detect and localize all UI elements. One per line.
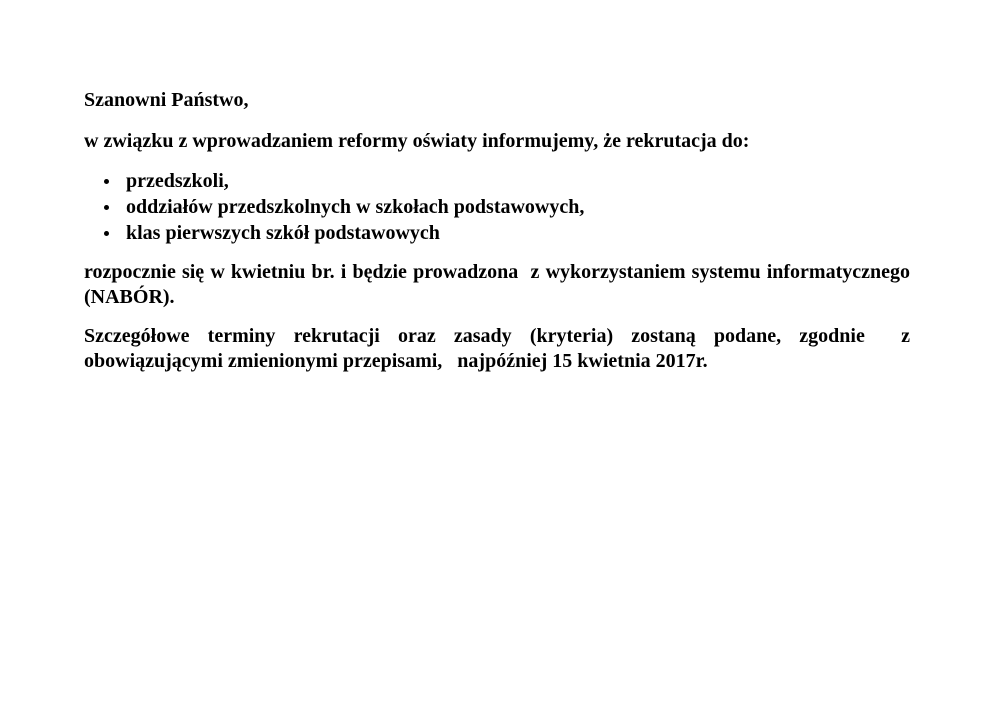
list-item	[84, 168, 910, 194]
greeting: Szanowni Państwo,	[84, 89, 249, 111]
list-item	[84, 220, 910, 246]
recruitment-details-paragraph: Szczegółowe terminy rekrutacji oraz zasady (kryteria) zostaną podane, zgodnie z obowiązującymi zmienionymi przepisami, najpóźniej 15 kwietnia 2017r.	[84, 325, 915, 372]
recruitment-start-paragraph: rozpocznie się w kwietniu br. i będzie prowadzona z wykorzystaniem systemu informatycznego (NABÓR).	[84, 261, 915, 308]
bullet-icon	[104, 231, 109, 236]
bullet-icon	[104, 205, 109, 210]
institution-list	[84, 168, 910, 246]
list-item-text: przedszkoli,	[126, 170, 229, 192]
list-item-text: oddziałów przedszkolnych w szkołach podstawowych,	[126, 196, 585, 218]
list-item	[84, 194, 910, 220]
bullet-icon	[104, 179, 109, 184]
intro-paragraph: w związku z wprowadzaniem reformy oświaty informujemy, że rekrutacja do:	[84, 130, 750, 152]
list-item-text: klas pierwszych szkół podstawowych	[126, 222, 440, 244]
letter-body	[84, 88, 915, 374]
